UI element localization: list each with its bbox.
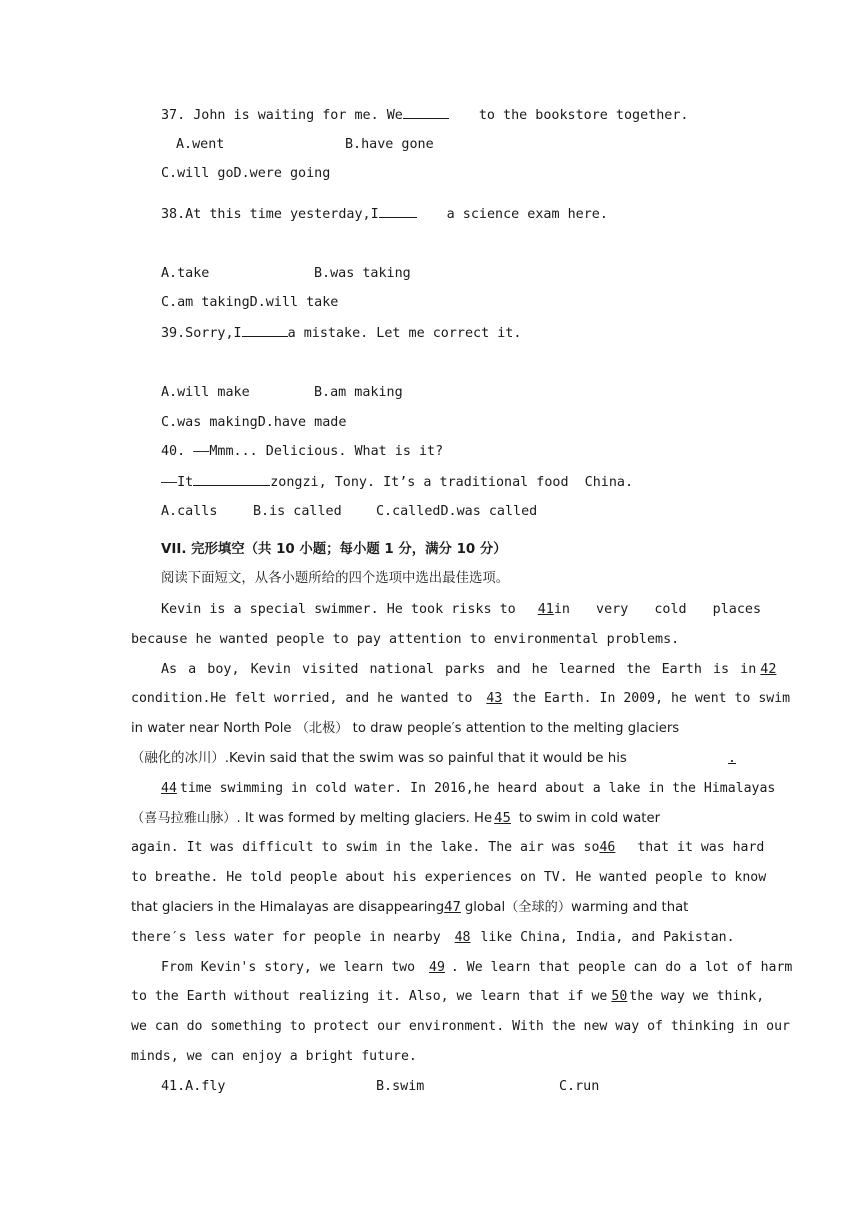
q38-blank — [379, 205, 417, 218]
q39-stem-end: a mistake. Let me correct it. — [287, 326, 522, 341]
blank-45: 45 — [494, 811, 511, 826]
passage-p3-line4: minds, we can enjoy a bright future. — [131, 1049, 417, 1064]
q40-option-a: A.calls — [161, 504, 218, 519]
p3-l1-start: From Kevin's story, we learn two — [161, 960, 416, 975]
p3-l1-end: . We learn that people can do a lot of harm — [450, 960, 793, 975]
q39-stem-start: 39.Sorry,I — [161, 326, 242, 341]
q39-blank — [242, 324, 288, 337]
p2-l10-end: like China, India, and Pakistan. — [480, 930, 735, 945]
p2-l9-start: that glaciers in the Himalayas are disappearing — [131, 900, 445, 915]
q40-option-b: B.is called — [253, 504, 342, 519]
q37-blank — [403, 106, 449, 119]
blank-50: 50 — [611, 989, 628, 1004]
p2-l10-start: there′s less water for people in nearby — [131, 930, 441, 945]
passage-p3-line2 — [131, 988, 764, 1006]
q39-option-a: A.will make — [161, 385, 250, 400]
blank-44: 44 — [161, 781, 177, 796]
p2-l2-end: the Earth. In 2009, he went to swim — [512, 691, 791, 706]
q40-dialogue-2 — [161, 473, 633, 492]
blank-49: 49 — [429, 960, 445, 975]
q39-option-b: B.am making — [314, 385, 403, 400]
p2-l9-end: global（全球的）warming and that — [464, 900, 689, 915]
p1-l1-end: in very cold places — [553, 602, 762, 617]
blank-43: 43 — [486, 691, 503, 706]
q37-stem — [161, 106, 688, 125]
p2-l7-start: again. It was difficult to swim in the lake. The air was so — [131, 840, 600, 855]
q41-option-b: B.swim — [376, 1079, 425, 1094]
q38-stem-end: a science exam here. — [446, 207, 608, 222]
passage-p2-line8: to breathe. He told people about his experiences on TV. He wanted people to know — [131, 870, 767, 885]
p2-l4-end: . — [728, 751, 736, 766]
q39-option-cd: C.was makingD.have made — [161, 415, 347, 430]
blank-41: 41 — [537, 602, 554, 617]
q38-stem — [161, 205, 608, 224]
passage-p2-line2 — [131, 690, 790, 708]
p2-l1-text: As a boy, Kevin visited national parks and he learned the Earth is in — [161, 662, 757, 677]
passage-p2-line9 — [131, 899, 688, 917]
p2-l6-end: to swim in cold water — [518, 811, 660, 826]
p1-l1-start: Kevin is a special swimmer. He took risks to 41 — [161, 602, 554, 617]
section-heading: VII. 完形填空（共 10 小题；每小题 1 分，满分 10 分） — [161, 542, 507, 557]
p3-l2-end: the way we think, — [629, 989, 765, 1004]
p3-l2-start: to the Earth without realizing it. Also, we learn that if we — [131, 989, 608, 1004]
q40-blank — [193, 473, 270, 486]
blank-48: 48 — [454, 930, 471, 945]
p2-l4-text: （融化的冰川）.Kevin said that the swim was so painful that it would be his — [131, 751, 627, 766]
blank-46: 46 — [599, 840, 616, 855]
q40-option-cd: C.calledD.was called — [376, 504, 538, 519]
passage-p2-line1 — [161, 661, 777, 679]
blank-42: 42 — [760, 662, 777, 677]
q38-option-b: B.was taking — [314, 266, 411, 281]
passage-p2-line3: in water near North Pole （北极） to draw people′s attention to the melting glaciers — [131, 721, 680, 736]
passage-p1-line2: because he wanted people to pay attention to environmental problems. — [131, 632, 680, 647]
passage-p3-line1 — [161, 959, 792, 977]
p2-l7-end: that it was hard — [637, 840, 765, 855]
passage-p2-line10 — [131, 929, 735, 947]
q38-option-a: A.take — [161, 266, 210, 281]
passage-p1-line1 — [161, 601, 762, 619]
section-instruction: 阅读下面短文，从各小题所给的四个选项中选出最佳选项。 — [161, 571, 510, 586]
q37-stem-end: to the bookstore together. — [478, 108, 689, 123]
q39-stem — [161, 324, 521, 343]
q37-option-cd: C.will goD.were going — [161, 166, 331, 181]
passage-p3-line3: we can do something to protect our environment. With the new way of thinking in our — [131, 1019, 790, 1034]
passage-p2-line7 — [131, 839, 764, 857]
q41-option-a: 41.A.fly — [161, 1079, 226, 1094]
q40-dialogue-2-end: zongzi, Tony. It’s a traditional food China. — [270, 475, 634, 490]
blank-47: 47 — [444, 900, 461, 915]
p2-l2-start: condition.He felt worried, and he wanted to — [131, 691, 473, 706]
q40-dialogue-2-start: ——It — [161, 475, 194, 490]
q38-option-cd: C.am takingD.will take — [161, 295, 339, 310]
q37-option-b: B.have gone — [345, 137, 434, 152]
passage-p2-line6 — [131, 810, 660, 828]
passage-p2-line5 — [131, 780, 775, 798]
q37-stem-start: 37. John is waiting for me. We — [161, 108, 403, 123]
q41-option-c: C.run — [559, 1079, 600, 1094]
q37-option-a: A.went — [176, 137, 225, 152]
q38-stem-start: 38.At this time yesterday,I — [161, 207, 379, 222]
passage-p2-line4 — [131, 750, 736, 768]
p2-l6-start: （喜马拉雅山脉）. It was formed by melting glaciers. He — [131, 811, 493, 826]
q40-dialogue-1: 40. ——Mmm... Delicious. What is it? — [161, 444, 444, 459]
p2-l5-text: time swimming in cold water. In 2016,he heard about a lake in the Himalayas — [179, 781, 776, 796]
